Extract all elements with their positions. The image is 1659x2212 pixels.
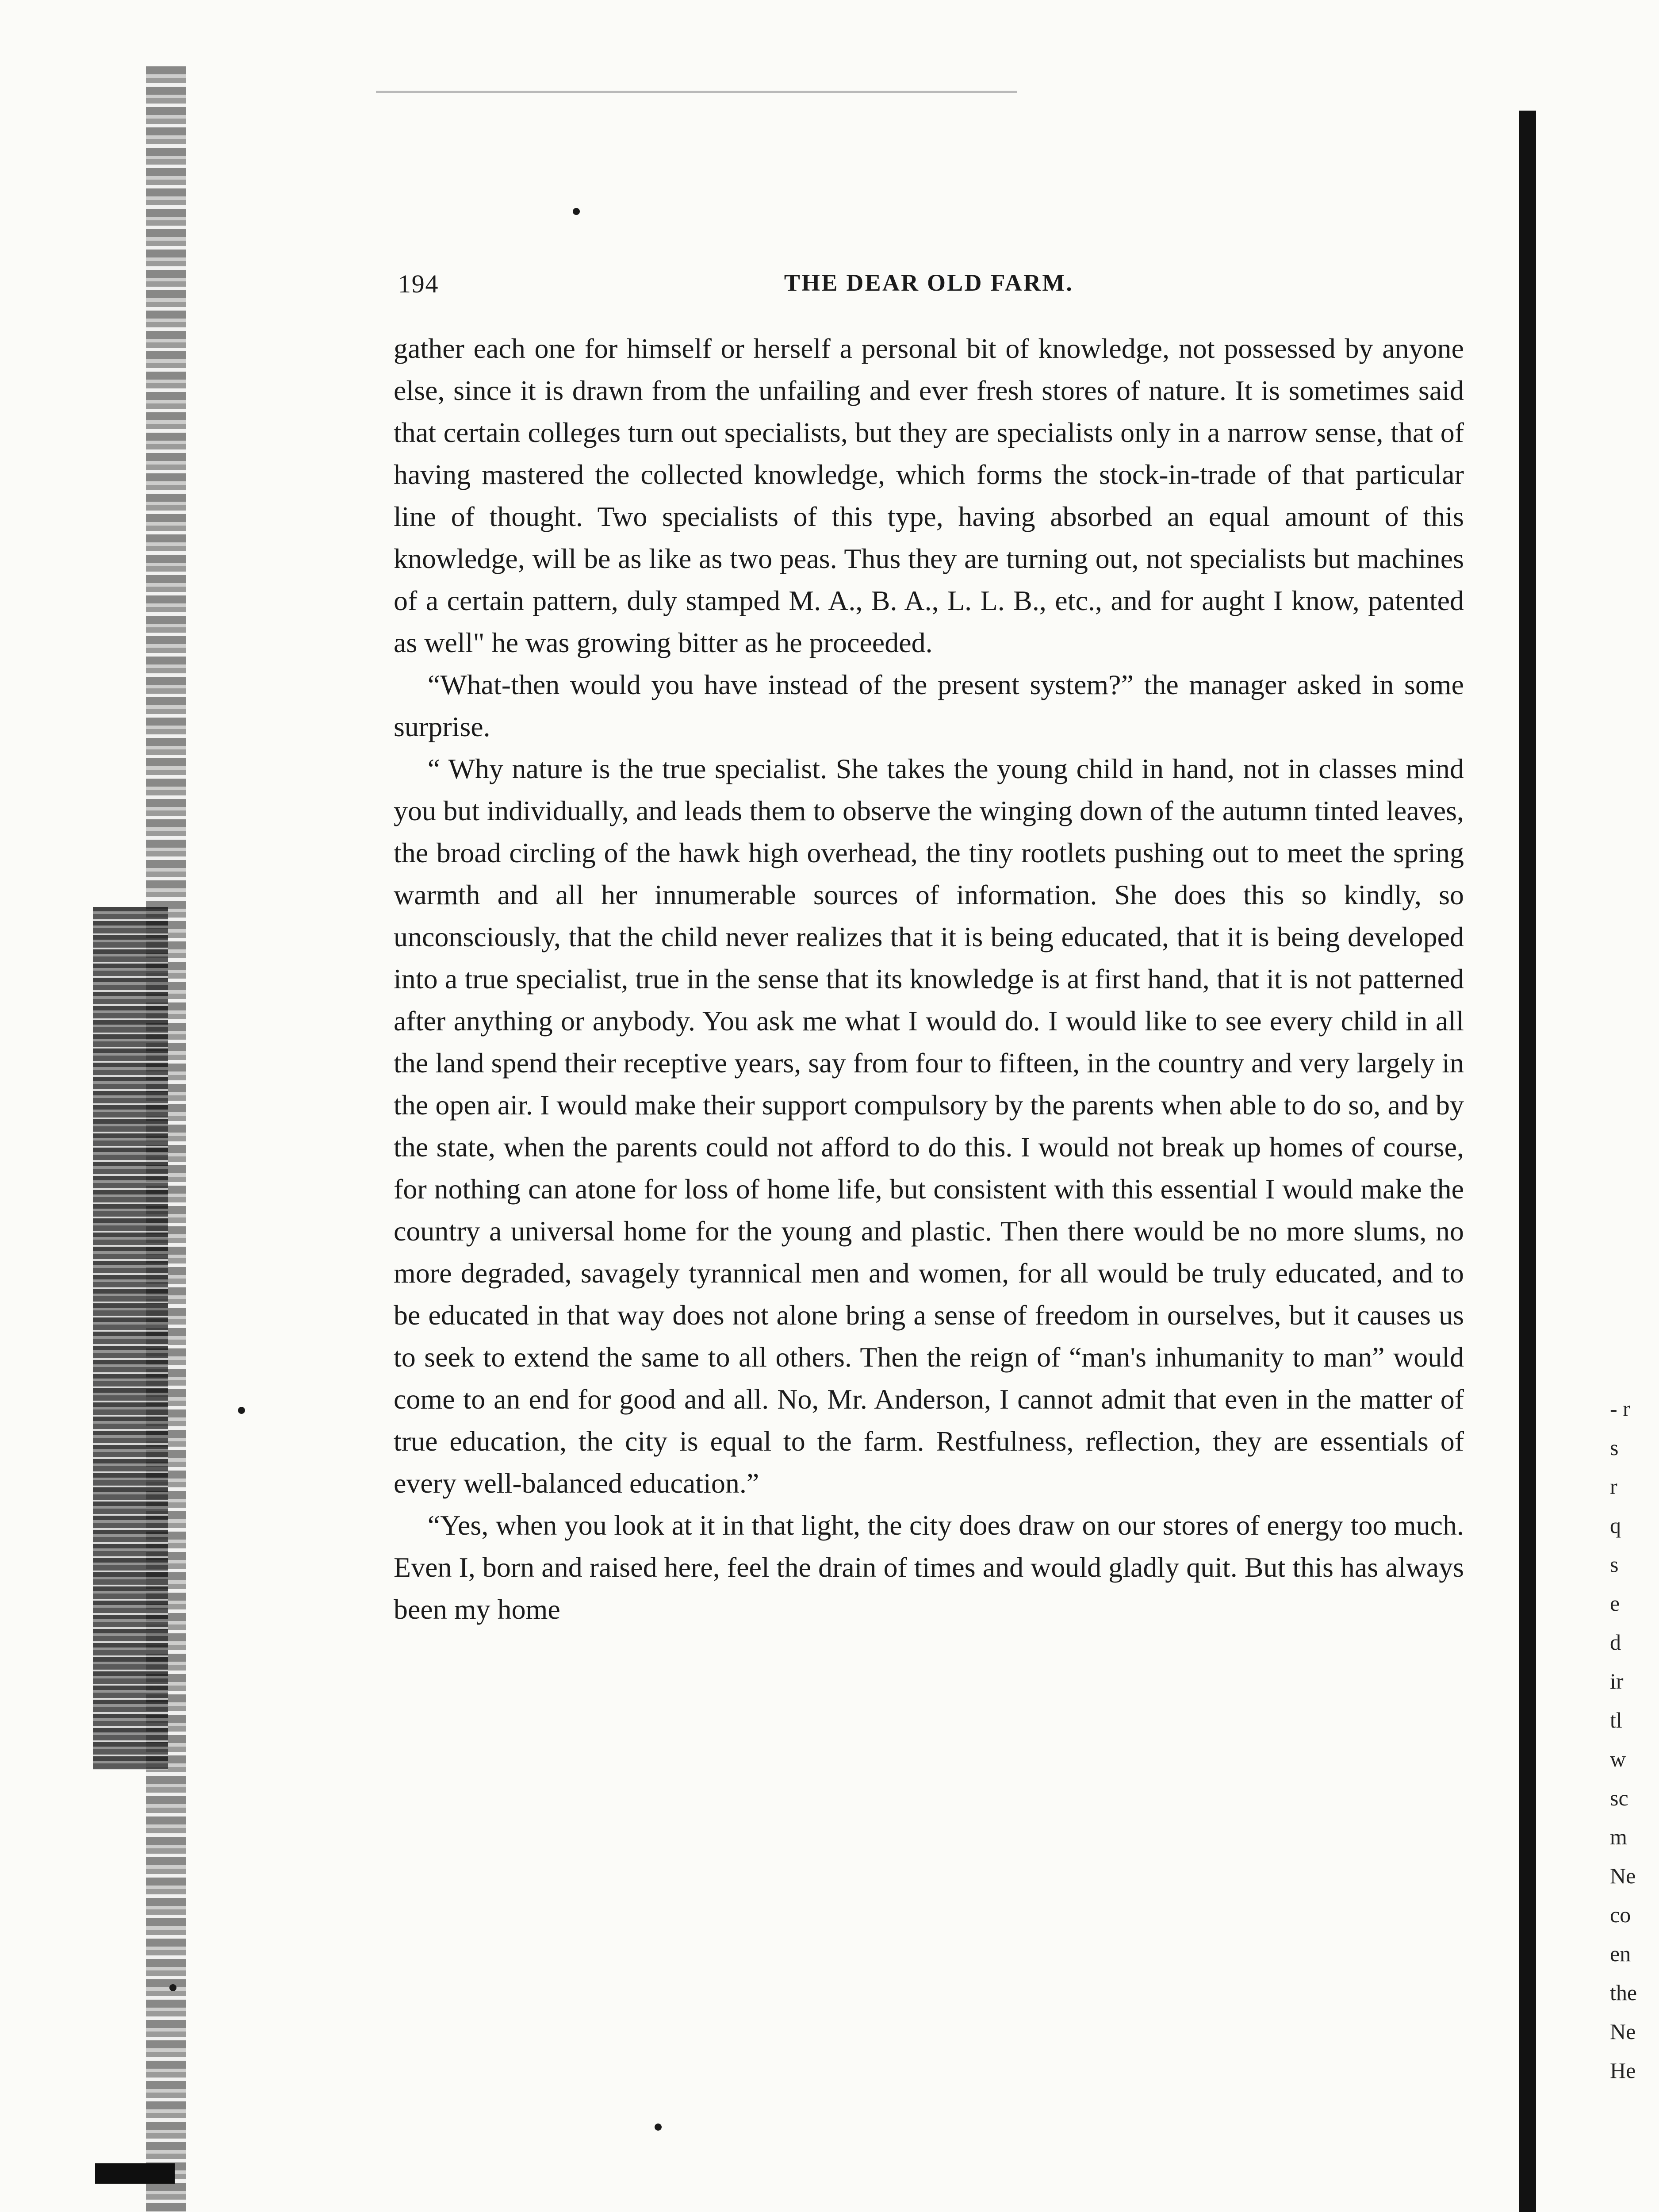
neighbor-fragment: m bbox=[1610, 1824, 1627, 1849]
gutter-foot-mark bbox=[95, 2163, 175, 2184]
neighbor-fragment: tl bbox=[1610, 1708, 1622, 1732]
neighbor-fragment: e bbox=[1610, 1591, 1620, 1616]
neighbor-fragment: He bbox=[1610, 2058, 1636, 2083]
paragraph: “ Why nature is the true specialist. She takes the young child in hand, not in classes mind you but individually, and leads them to observe the winging down of the autumn tinted leaves, the broad circling of the hawk high overhead, the tiny rootlets pushing out to meet the spring warmth and all her innumerable sources of information. She does this so kindly, so unconsciously, that the child never realizes that it is being educated, that it is being developed into a true specialist, true in the sense that its knowledge is at first hand, that it is not patterned after anything or anybody. You ask me what I would do. I would like to see every child in all the land spend their receptive years, say from four to fifteen, in the country and very largely in the open air. I would make their support compulsory by the parents when able to do so, and by the state, when the parents could not afford to do this. I would not break up homes of course, for nothing can atone for loss of home life, but consistent with this essential I would make the country a universal home for the young and plastic. Then there would be no more slums, no more degraded, savagely tyrannical men and women, for all would be truly educated, and to be educated in that way does not alone bring a sense of freedom in ourselves, but it causes us to seek to extend the same to all others. Then the reign of “man's inhumanity to man” would come to an end for good and all. No, Mr. Anderson, I cannot admit that even in the matter of true education, the city is equal to the farm. Restfulness, reflection, they are essentials of every well-balanced education.” bbox=[394, 753, 1464, 1499]
paragraph: gather each one for himself or herself a personal bit of knowledge, not possessed by anyone else, since it is drawn from the unfailing and ever fresh stores of nature. It is sometimes said that certain colleges turn out specialists, but they are specialists only in a narrow sense, that of having mastered the collected knowledge, which forms the stock-in-trade of that particular line of thought. Two specialists of this type, having absorbed an equal amount of this knowledge, will be as like as two peas. Thus they are turning out, not specialists but machines of a certain pattern, duly stamped M. A., B. A., L. L. B., etc., and for aught I know, patented as well" he was growing bitter as he proceeded. bbox=[394, 333, 1464, 658]
neighbor-fragment: the bbox=[1610, 1980, 1637, 2005]
scan-speck bbox=[169, 1984, 176, 1991]
paragraph: “Yes, when you look at it in that light, the city does draw on our stores of energy too much. Even I, born and raised here, feel the drain of times and would gladly quit. But this has always been my home bbox=[394, 1509, 1464, 1625]
neighbor-fragment: en bbox=[1610, 1941, 1631, 1966]
neighbor-fragment: w bbox=[1610, 1747, 1626, 1771]
neighbor-fragment: sc bbox=[1610, 1786, 1628, 1810]
scanned-book-gutter-shadow bbox=[93, 907, 168, 1770]
neighbor-fragment: d bbox=[1610, 1630, 1621, 1655]
neighbor-fragment: Ne bbox=[1610, 1863, 1636, 1888]
paragraph: “What-then would you have instead of the present system?” the manager asked in some surprise. bbox=[394, 669, 1464, 742]
neighbor-fragment: s bbox=[1610, 1435, 1619, 1460]
running-title: THE DEAR OLD FARM. bbox=[784, 269, 1074, 296]
scan-top-rule bbox=[376, 91, 1017, 93]
page-number: 194 bbox=[398, 269, 439, 298]
neighbor-fragment: - r bbox=[1610, 1396, 1630, 1421]
scan-right-edge-bar bbox=[1519, 111, 1536, 2212]
scan-speck bbox=[238, 1407, 245, 1414]
neighbor-fragment: s bbox=[1610, 1552, 1619, 1577]
page-header bbox=[398, 269, 1460, 311]
neighbor-page-edge bbox=[1610, 1389, 1654, 2177]
scan-speck bbox=[573, 208, 580, 215]
neighbor-fragment: ir bbox=[1610, 1669, 1624, 1694]
neighbor-fragment: Ne bbox=[1610, 2019, 1636, 2044]
page-body bbox=[394, 327, 1464, 2053]
neighbor-fragment: co bbox=[1610, 1902, 1631, 1927]
neighbor-fragment: r bbox=[1610, 1474, 1617, 1499]
scan-speck bbox=[655, 2124, 662, 2131]
neighbor-fragment: q bbox=[1610, 1513, 1621, 1538]
